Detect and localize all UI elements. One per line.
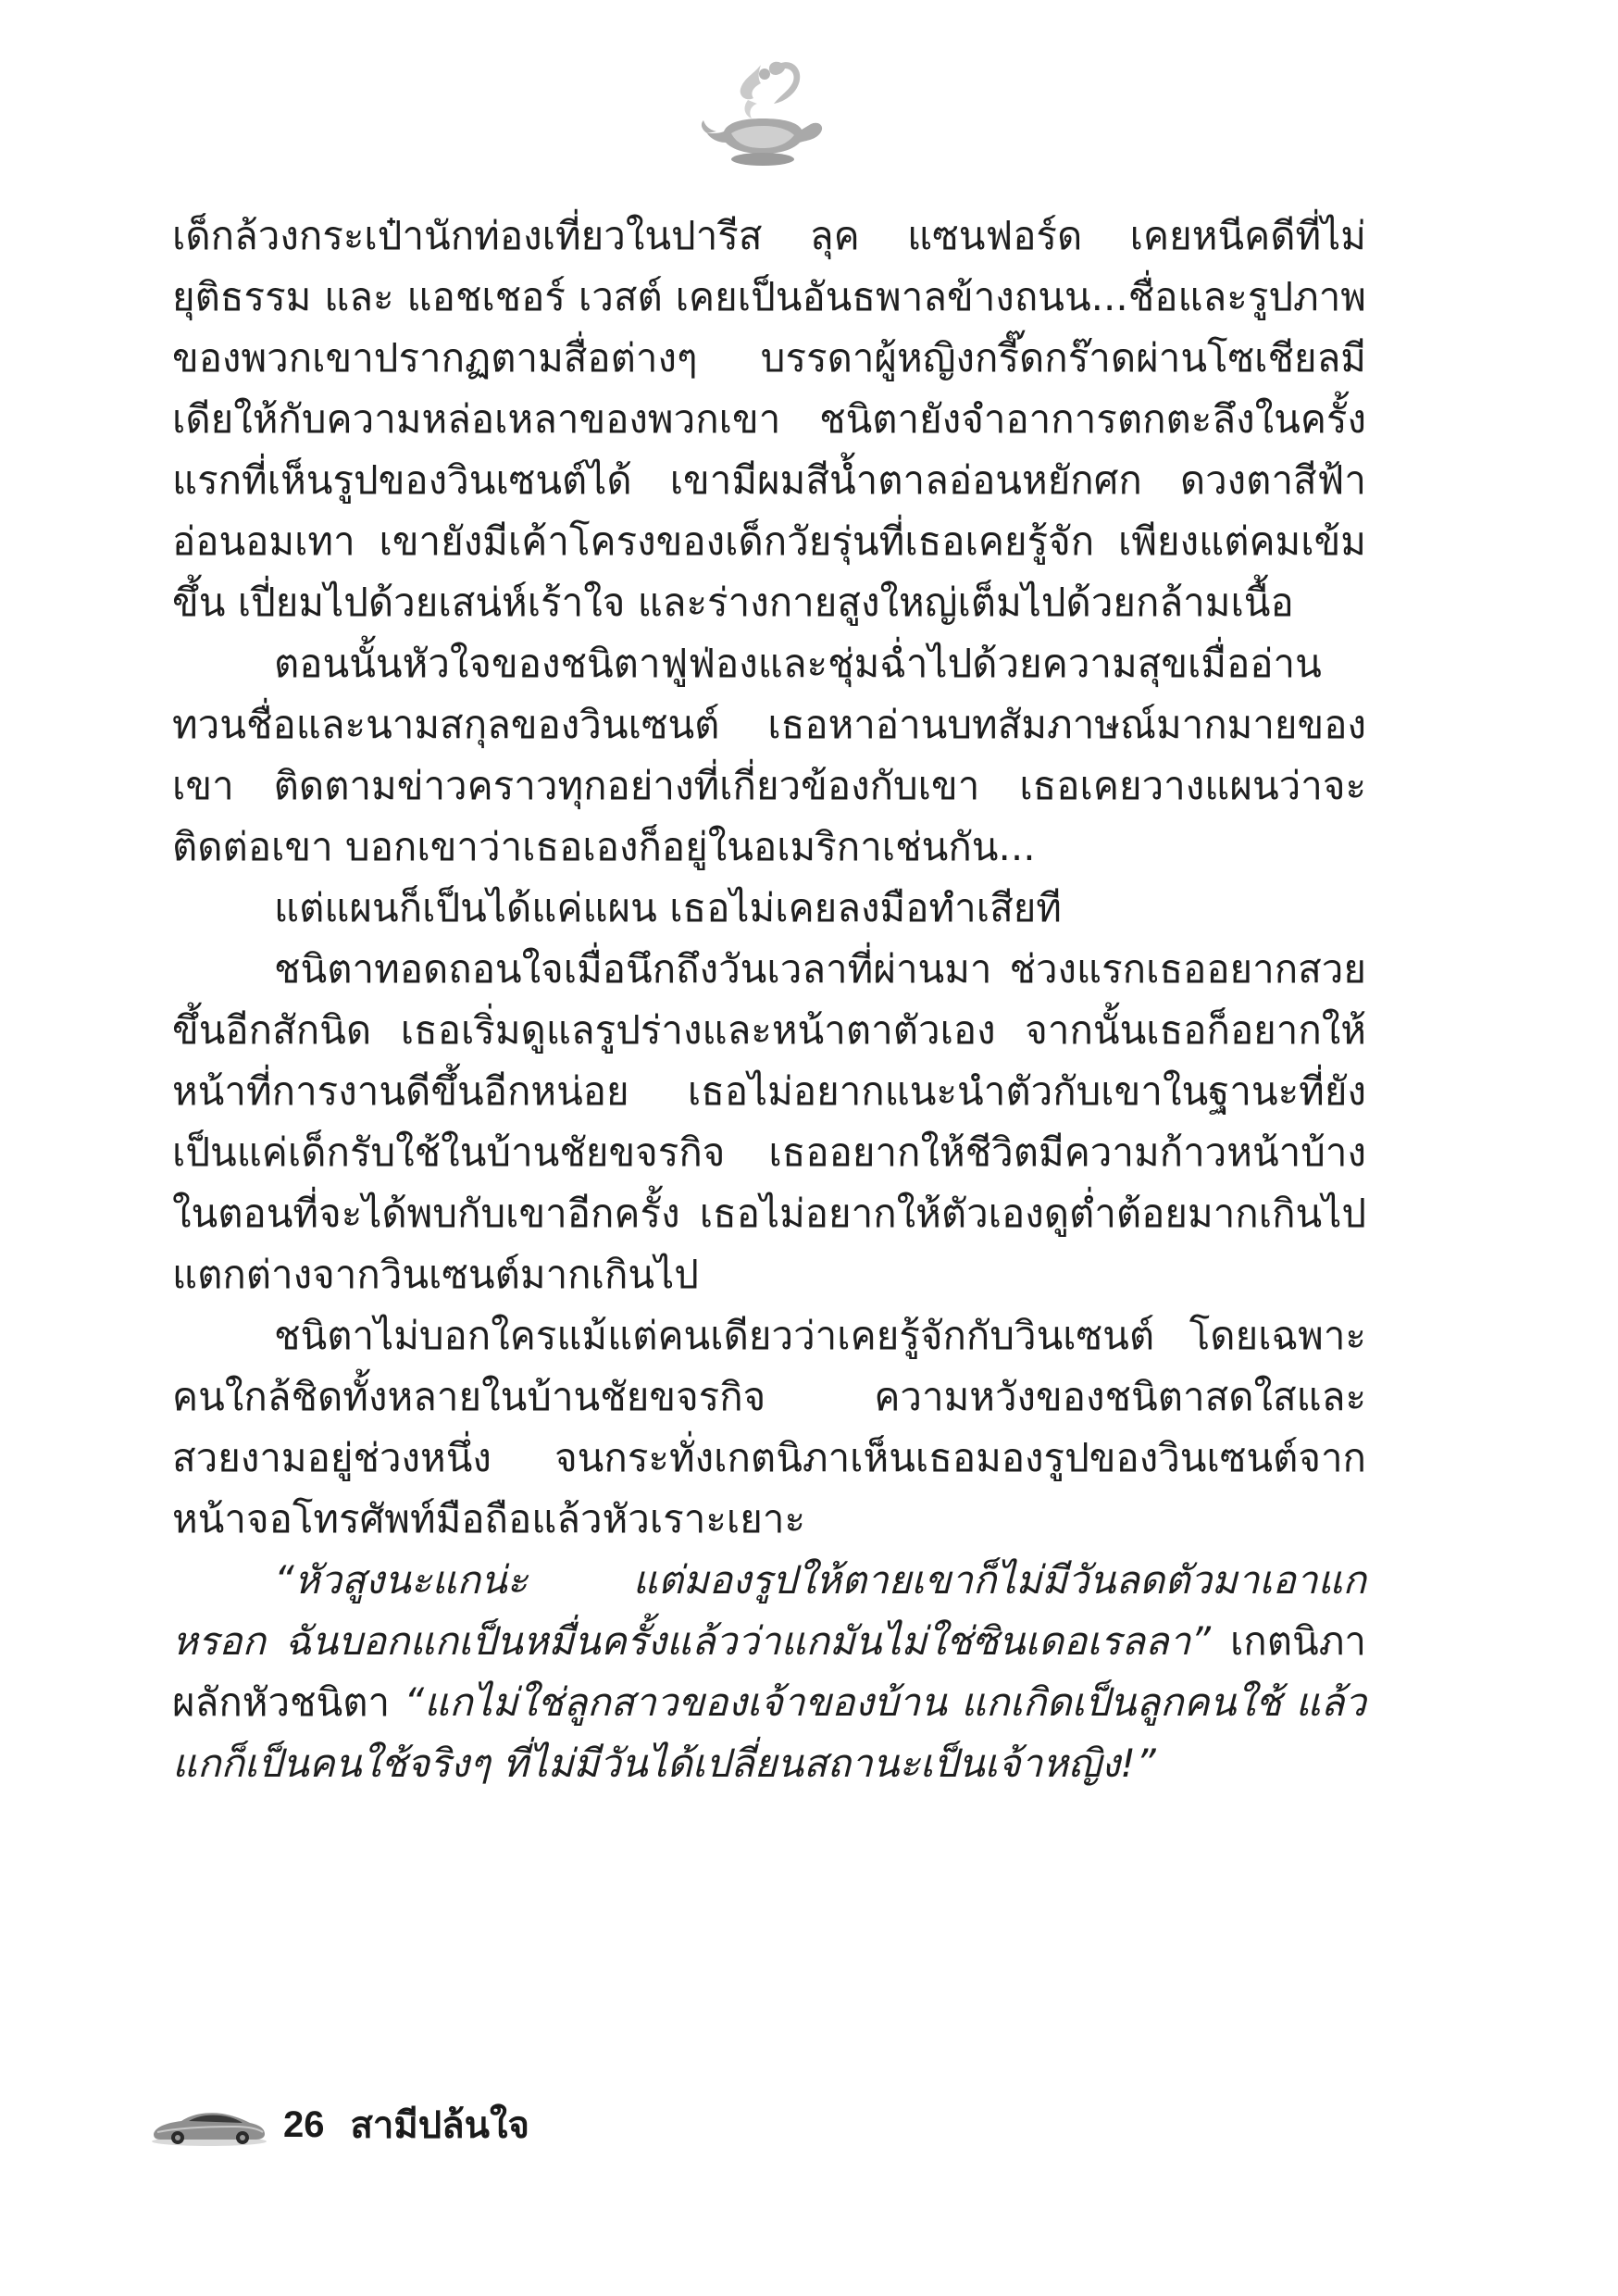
paragraph [172,939,1366,1305]
narrative-text: ชนิตาทอดถอนใจเมื่อนึกถึงวันเวลาที่ผ่านมา ช่วงแรกเธออยากสวยขึ้นอีกสักนิด เธอเริ่มดูแลรูปร่างและหน้าตาตัวเอง จากนั้นเธอก็อยากให้หน้าที่การงานดีขึ้นอีกหน่อย เธอไม่อยากแนะนำตัวกับเขาในฐานะที่ยังเป็นแค่เด็กรับใช้ในบ้านชัยขจรกิจ เธออยากให้ชีวิตมีความก้าวหน้าบ้างในตอนที่จะได้พบกับเขาอีกครั้ง เธอไม่อยากให้ตัวเองดูต่ำต้อยมากเกินไป แตกต่างจากวินเซนต์มากเกินไป [172,946,1366,1297]
book-title: สามีปล้นใจ [350,2104,529,2147]
paragraph [172,878,1366,939]
narrative-text: แต่แผนก็เป็นได้แค่แผน เธอไม่เคยลงมือทำเสียที [274,885,1062,930]
body-text [172,206,1366,1794]
page-footer [148,2092,529,2157]
paragraph [172,1550,1366,1794]
narrative-text: เกตนิภาผลักหัวชนิตา [172,1618,1366,1725]
paragraph [172,1305,1366,1550]
paragraph [172,633,1366,878]
paragraph [172,206,1366,633]
dialogue-text: “หัวสูงนะแกน่ะ แต่มองรูปให้ตายเขาก็ไม่มีวันลดตัวมาเอาแกหรอก ฉันบอกแกเป็นหมื่นครั้งแล้วว่าแกมันไม่ใช่ซินเดอเรลลา” [172,1557,1366,1664]
page-number: 26 [283,2103,325,2145]
narrative-text: เด็กล้วงกระเป๋านักท่องเที่ยวในปารีส ลุค แซนฟอร์ด เคยหนีคดีที่ไม่ยุติธรรม และ แอชเชอร์ เวสต์ เคยเป็นอันธพาลข้างถนน...ชื่อและรูปภาพของพวกเขาปรากฏตามสื่อต่างๆ บรรดาผู้หญิงกรี๊ดกร๊าดผ่านโซเชียลมีเดียให้กับความหล่อเหลาของพวกเขา ชนิตายังจำอาการตกตะลึงในครั้งแรกที่เห็นรูปของวินเซนต์ได้ เขามีผมสีน้ำตาลอ่อนหยักศก ดวงตาสีฟ้าอ่อนอมเทา เขายังมีเค้าโครงของเด็กวัยรุ่นที่เธอเคยรู้จัก เพียงแต่คมเข้มขึ้น เปี่ยมไปด้วยเสน่ห์เร้าใจ และร่างกายสูงใหญ่เต็มไปด้วยกล้ามเนื้อ [172,213,1366,625]
magic-lamp-icon [696,56,829,170]
narrative-text: ชนิตาไม่บอกใครแม้แต่คนเดียวว่าเคยรู้จักกับวินเซนต์ โดยเฉพาะคนใกล้ชิดทั้งหลายในบ้านชัยขจรกิจ ความหวังของชนิตาสดใสและสวยงามอยู่ช่วงหนึ่ง จนกระทั่งเกตนิภาเห็นเธอมองรูปของวินเซนต์จากหน้าจอโทรศัพท์มือถือแล้วหัวเราะเยาะ [172,1313,1366,1541]
dialogue-text: “แกไม่ใช่ลูกสาวของเจ้าของบ้าน แกเกิดเป็นลูกคนใช้ แล้วแกก็เป็นคนใช้จริงๆ ที่ไม่มีวันได้เปลี่ยนสถานะเป็นเจ้าหญิง!” [172,1679,1366,1786]
sports-car-icon [148,2103,268,2147]
narrative-text: ตอนนั้นหัวใจของชนิตาฟูฟ่องและชุ่มฉ่ำไปด้วยความสุขเมื่ออ่านทวนชื่อและนามสกุลของวินเซนต์ เธอหาอ่านบทสัมภาษณ์มากมายของเขา ติดตามข่าวคราวทุกอย่างที่เกี่ยวข้องกับเขา เธอเคยวางแผนว่าจะติดต่อเขา บอกเขาว่าเธอเองก็อยู่ในอเมริกาเช่นกัน... [172,641,1366,869]
